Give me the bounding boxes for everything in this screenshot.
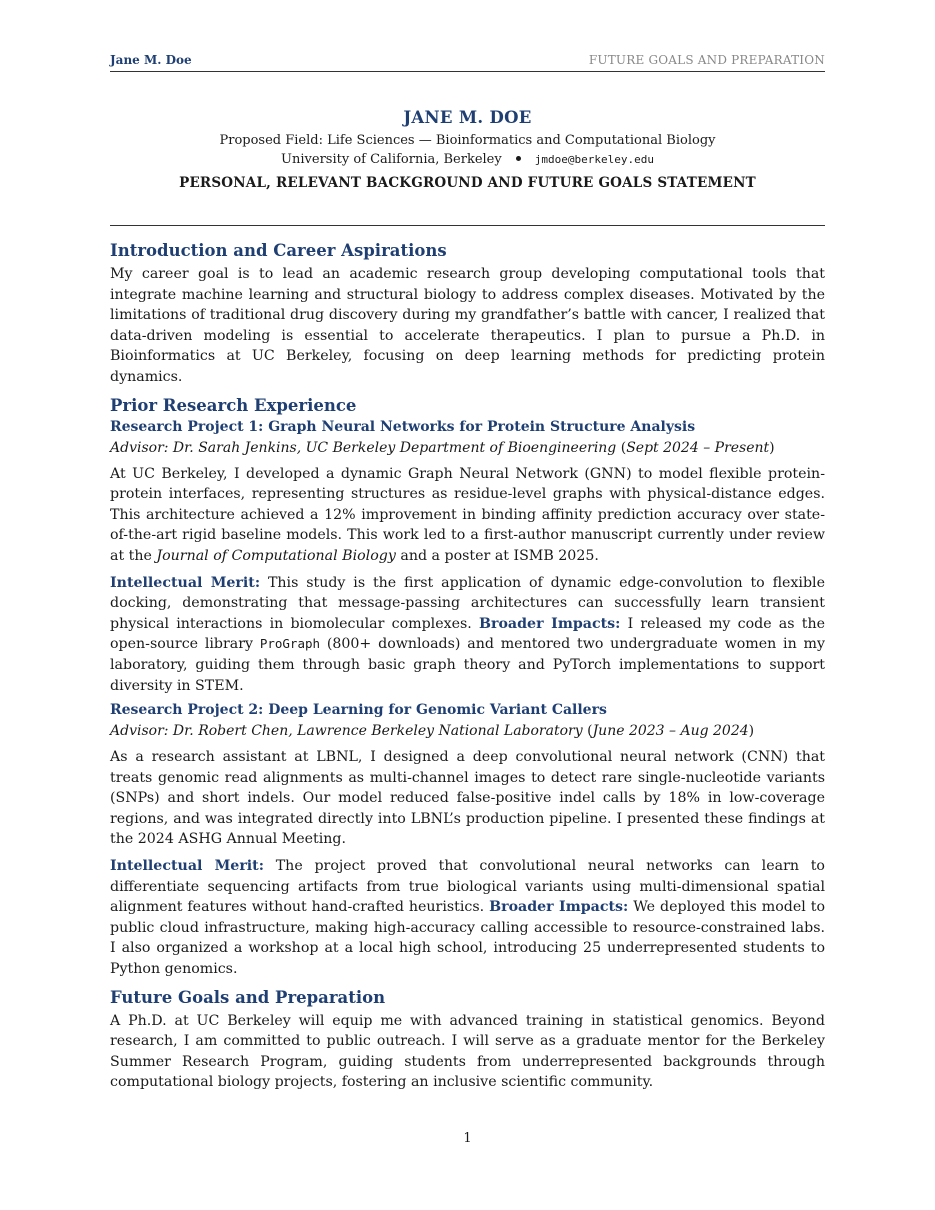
impact-label: Broader Impacts: — [489, 899, 629, 916]
library-name: ProGraph — [259, 636, 321, 652]
author-name: JANE M. DOE — [403, 108, 532, 127]
future-paragraph: A Ph.D. at UC Berkeley will equip me with advanced training in statistical genomics. Beyond research, I am committed to public outreach. I will serve as a graduate mentor for the Berkeley Summer Research Program, guiding students from underrepresented backgrounds through computational biology projects, fostering an inclusive scientific community. — [110, 1012, 825, 1091]
merit-label: Intellectual Merit: — [110, 858, 264, 875]
page-number: 1 — [463, 1131, 472, 1146]
merit-label: Intellectual Merit: — [110, 574, 261, 591]
statement-body — [110, 241, 825, 1093]
running-header — [110, 53, 825, 72]
project2-advisor: Advisor: Dr. Robert Chen, Lawrence Berkeley National Laboratory (June 2023 – Aug 2024) — [110, 723, 755, 740]
title-block — [110, 108, 825, 191]
project1-merit-impacts: Intellectual Merit: This study is the first application of dynamic edge-convolution to flexible docking, demonstrating that message-passing architectures can successfully learn transient physical interactions in biomolecular complexes. Broader Impacts: I released my code as the open-source library ProGraph (800+ downloads) and mentored two undergraduate women in my laboratory, guiding them through basic graph theory and PyTorch implementations to support diversity in STEM. — [110, 574, 825, 694]
bullet-separator — [516, 156, 521, 161]
header-author: Jane M. Doe — [110, 53, 192, 67]
header-section: FUTURE GOALS AND PREPARATION — [588, 53, 825, 67]
project2-description: As a research assistant at LBNL, I designed a deep convolutional neural network (CNN) that treats genomic read alignments as multi-channel images to detect rare single-nucleotide variants (SNPs) and short indels. Our model reduced false-positive indel calls by 18% in low-coverage regions, and was integrated directly into LBNL’s production pipeline. I presented these findings at the 2024 ASHG Annual Meeting. — [110, 749, 825, 848]
section-heading-intro: Introduction and Career Aspirations — [110, 241, 447, 260]
statement-title: PERSONAL, RELEVANT BACKGROUND AND FUTURE GOALS STATEMENT — [179, 175, 756, 191]
project1-title: Research Project 1: Graph Neural Networks for Protein Structure Analysis — [110, 418, 696, 435]
project1-dates: Sept 2024 – Present — [626, 439, 770, 456]
affiliation-line — [110, 152, 825, 167]
email-link[interactable]: jmdoe@berkeley.edu — [534, 153, 654, 166]
project1-advisor: Advisor: Dr. Sarah Jenkins, UC Berkeley Department of Bioengineering (Sept 2024 – Present) — [110, 439, 775, 456]
university: University of California, Berkeley — [281, 152, 502, 167]
section-heading-future: Future Goals and Preparation — [110, 987, 386, 1007]
project2-title: Research Project 2: Deep Learning for Genomic Variant Callers — [110, 702, 607, 719]
section-heading-research: Prior Research Experience — [110, 395, 357, 415]
journal-name: Journal of Computational Biology — [156, 547, 396, 564]
project2-merit-impacts: Intellectual Merit: The project proved that convolutional neural networks can learn to differentiate sequencing artifacts from true biological variants using multi-dimensional spatial alignment features without hand-crafted heuristics. Broader Impacts: We deployed this model to public cloud infrastructure, making high-accuracy calling accessible to resource-constrained labs. I also organized a workshop at a local high school, introducing 25 underrepresented students to Python genomics. — [110, 858, 825, 978]
title-divider — [110, 225, 825, 226]
project1-description: At UC Berkeley, I developed a dynamic Graph Neural Network (GNN) to model flexible protein-protein interfaces, representing structures as residue-level graphs with physical-distance edges. This architecture achieved a 12% improvement in binding affinity prediction accuracy over state-of-the-art rigid baseline models. This work led to a first-author manuscript currently under review at the Journal of Computational Biology and a poster at ISMB 2025. — [110, 465, 825, 564]
impact-label: Broader Impacts: — [479, 615, 621, 632]
proposed-field: Proposed Field: Life Sciences — Bioinformatics and Computational Biology — [219, 133, 716, 148]
project2-dates: June 2023 – Aug 2024 — [592, 723, 749, 740]
intro-paragraph: My career goal is to lead an academic research group developing computational tools that integrate machine learning and structural biology to address complex diseases. Motivated by the limitations of traditional drug discovery during my grandfather’s battle with cancer, I realized that data-driven modeling is essential to accelerate therapeutics. I plan to pursue a Ph.D. in Bioinformatics at UC Berkeley, focusing on deep learning methods for predicting protein dynamics. — [110, 266, 825, 385]
